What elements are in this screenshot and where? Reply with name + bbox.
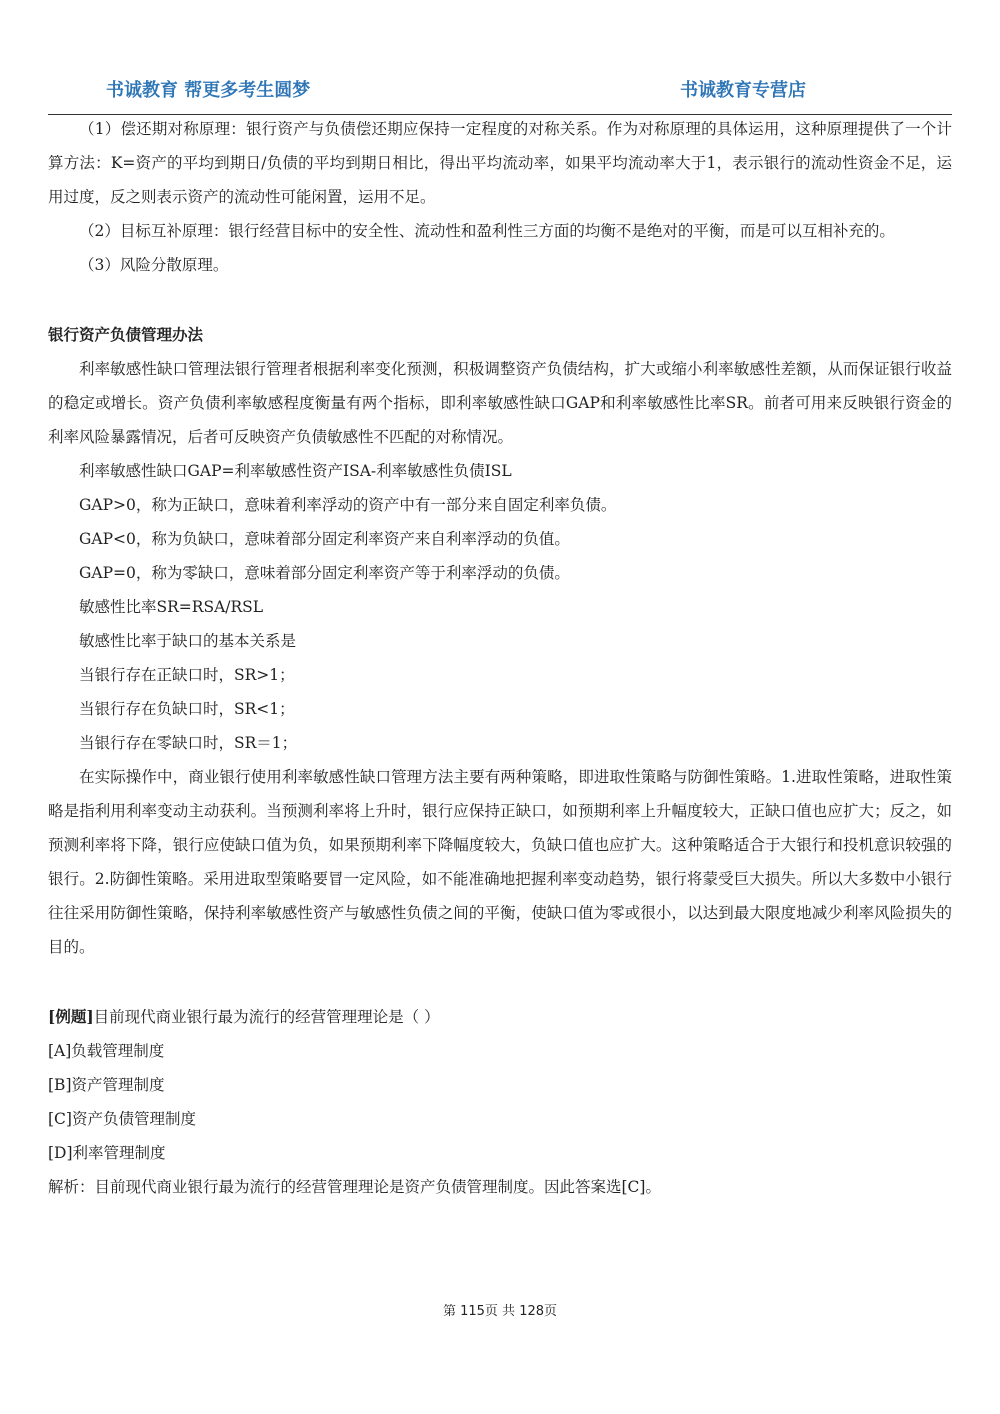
header-slogan: 书诚教育 帮更多考生圆梦 [106,80,311,101]
paragraph-gap-method: 利率敏感性缺口管理法银行管理者根据利率变化预测，积极调整资产负债结构，扩大或缩小利率敏感性差额，从而保证银行收益的稳定或增长。资产负债利率敏感程度衡量有两个指标，即利率敏感性缺口GAP和利率敏感性比率SR。前者可用来反映银行资金的利率风险暴露情况，后者可反映资产负债敏感性不匹配的对称情况。 [48,360,952,446]
formula-gap: 利率敏感性缺口GAP=利率敏感性资产ISA-利率敏感性负债ISL [79,462,512,480]
line-negative-gap: GAP<0，称为负缺口，意味着部分固定利率资产来自利率浮动的负值。 [79,530,570,548]
line-sr-zero: 当银行存在零缺口时，SR＝1； [79,734,298,752]
formula-sr: 敏感性比率SR=RSA/RSL [79,598,264,616]
line-zero-gap: GAP=0，称为零缺口，意味着部分固定利率资产等于利率浮动的负债。 [79,564,570,582]
question-tag: [例题] [48,1007,94,1026]
paragraph-risk-principle: （3）风险分散原理。 [79,256,229,274]
option-d: [D]利率管理制度 [48,1144,166,1162]
answer-analysis: 解析：目前现代商业银行最为流行的经营管理理论是资产负债管理制度。因此答案选[C]。 [48,1178,661,1196]
header-store-name: 书诚教育专营店 [680,80,806,101]
page-content [48,112,952,1204]
question-stem: 目前现代商业银行最为流行的经营管理理论是（ ） [93,1008,440,1026]
page-number: 第 115页 共 128页 [442,1304,558,1319]
section-heading: 银行资产负债管理办法 [48,326,204,344]
line-relation: 敏感性比率于缺口的基本关系是 [79,632,297,650]
line-sr-negative: 当银行存在负缺口时，SR<1； [79,700,295,718]
option-a: [A]负载管理制度 [48,1042,165,1060]
question-stem-line [48,1000,952,1034]
line-sr-positive: 当银行存在正缺口时，SR>1； [79,666,295,684]
paragraph-strategies: 在实际操作中，商业银行使用利率敏感性缺口管理方法主要有两种策略，即进取性策略与防御性策略。1.进取性策略，进取性策略是指利用利率变动主动获利。当预测利率将上升时，银行应保持正缺口，如预期利率上升幅度较大，正缺口值也应扩大；反之，如预测利率将下降，银行应使缺口值为负，如果预期利率下降幅度较大，负缺口值也应扩大。这种策略适合于大银行和投机意识较强的银行。2.防御性策略。采用进取型策略要冒一定风险，如不能准确地把握利率变动趋势，银行将蒙受巨大损失。所以大多数中小银行往往采用防御性策略，保持利率敏感性资产与敏感性负债之间的平衡，使缺口值为零或很小，以达到最大限度地减少利率风险损失的目的。 [48,768,952,956]
paragraph-symmetry-principle: （1）偿还期对称原理：银行资产与负债偿还期应保持一定程度的对称关系。作为对称原理的具体运用，这种原理提供了一个计算方法：K=资产的平均到期日/负债的平均到期日相比，得出平均流动率，如果平均流动率大于1，表示银行的流动性资金不足，运用过度，反之则表示资产的流动性可能闲置，运用不足。 [48,120,952,206]
option-c: [C]资产负债管理制度 [48,1110,196,1128]
line-positive-gap: GAP>0，称为正缺口，意味着利率浮动的资产中有一部分来自固定利率负债。 [79,496,617,514]
paragraph-complement-principle: （2）目标互补原理：银行经营目标中的安全性、流动性和盈利性三方面的均衡不是绝对的平衡，而是可以互相补充的。 [79,222,895,240]
option-b: [B]资产管理制度 [48,1076,165,1094]
page-header [48,70,952,115]
